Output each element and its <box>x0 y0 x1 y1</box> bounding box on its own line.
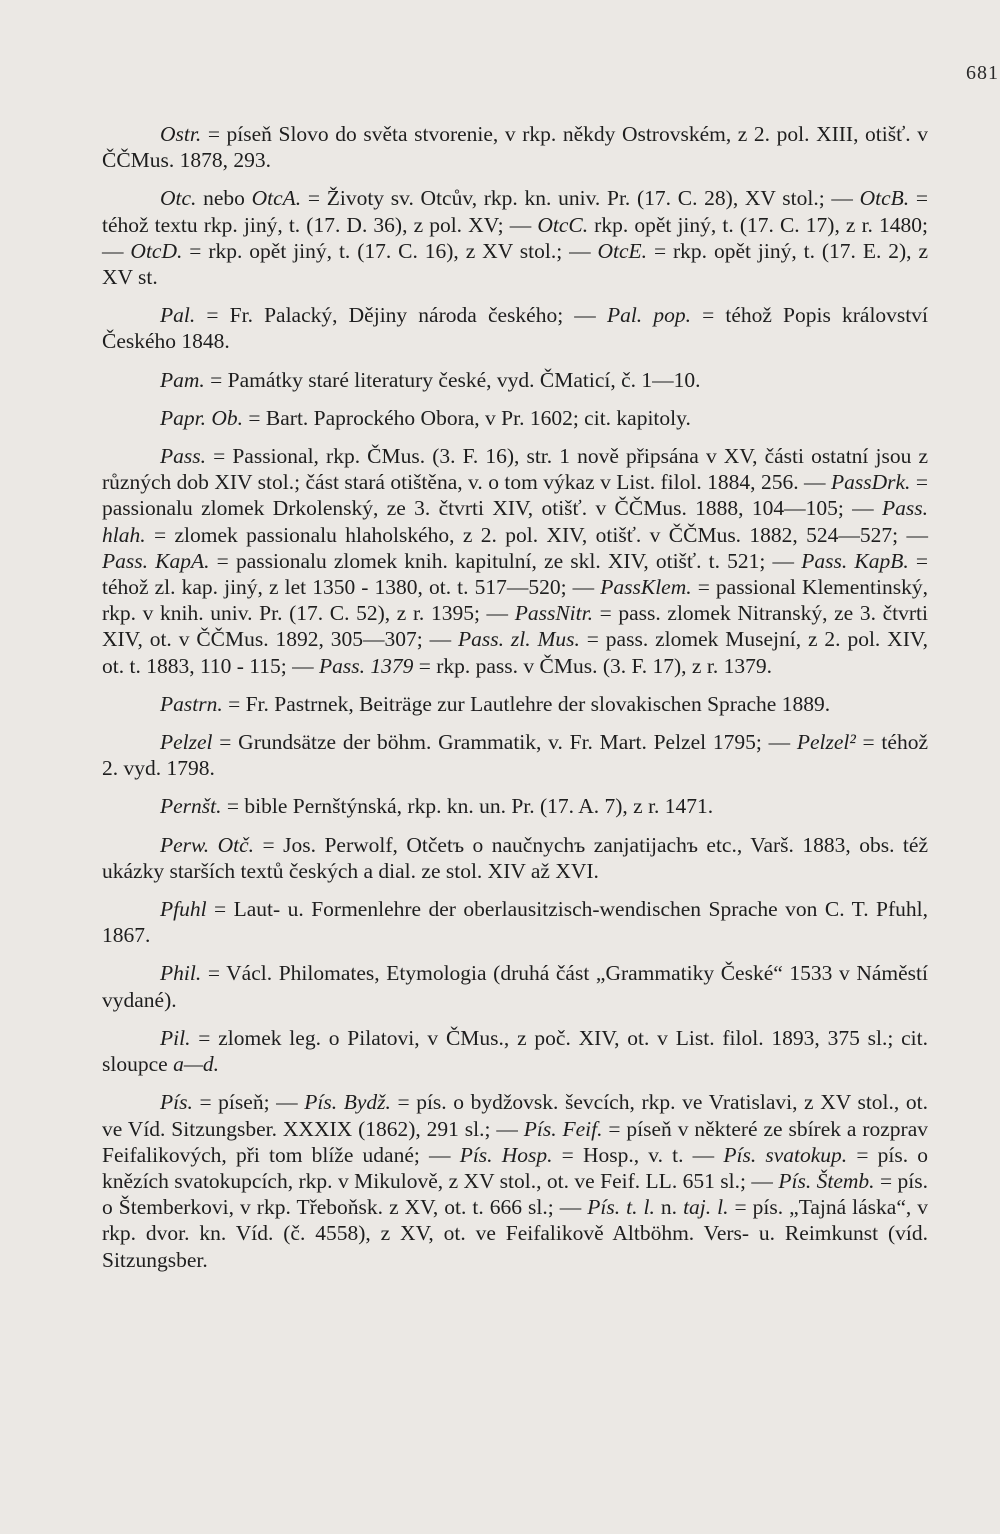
entry-text: rkp. opět jiný, t. (17. C. 17), z r. 1480; — <box>102 212 928 263</box>
entry-text: = passionalu zlomek knih. kapitulní, ze skl. XIV, otišť. t. 521; — <box>209 548 802 573</box>
abbreviation-term: PassDrk. <box>830 470 911 495</box>
abbreviation-entry <box>102 443 928 679</box>
entry-text: = Životy sv. Otcův, rkp. kn. univ. Pr. (17. C. 28), XV stol.; — <box>301 186 860 211</box>
entry-text: = passional Klementinský, rkp. v knih. univ. Pr. (17. C. 52), z r. 1395; — <box>102 575 928 626</box>
page-number: 681 <box>966 62 999 84</box>
entry-text: = téhož textu rkp. jiný, t. (17. D. 36), z pol. XV; — <box>102 186 928 237</box>
entry-text: = téhož zl. kap. jiný, z let 1350 - 1380, ot. t. 517—520; — <box>102 548 928 600</box>
entry-text: = téhož 2. vyd. 1798. <box>102 730 928 781</box>
abbreviation-term: Pal. pop. <box>606 303 691 328</box>
abbreviation-term: Pís. Bydž. <box>304 1090 391 1115</box>
abbreviation-term: Pastrn. <box>160 691 223 716</box>
abbreviation-entry <box>102 405 928 431</box>
entry-text: = píseň; — <box>192 1090 305 1115</box>
entry-text: = Památky staré literatury české, vyd. ČMaticí, č. 1—10. <box>204 367 701 392</box>
entry-text: = píseň v některé ze sbírek a rozprav Feifalikových, při tom blíže udané; — <box>102 1116 928 1167</box>
abbreviation-entry <box>102 729 928 781</box>
abbreviation-entry <box>102 960 928 1012</box>
entry-text: = Passional, rkp. ČMus. (3. F. 16), str. 1 nově připsána v XV, části ostatní jsou z různých dob XIV stol.; část stará otištěna, v. o tom výkaz v List. filol. 1884, 256. — <box>102 444 928 495</box>
abbreviation-term: Pal. <box>160 303 196 328</box>
abbreviation-term: Otc. <box>160 186 197 211</box>
entry-text: = rkp. opět jiný, t. (17. E. 2), z XV st. <box>102 238 928 290</box>
abbreviation-term: Pass. KapB. <box>801 548 909 573</box>
entry-text: = pass. zlomek Nitranský, ze 3. čtvrti XIV, ot. v ČČMus. 1892, 305—307; — <box>102 601 928 652</box>
entry-text: = Laut- u. Formenlehre der oberlausitzisch-wendischen Sprache von C. T. Pfuhl, 1867. <box>102 897 928 948</box>
abbreviation-term: Pil. <box>160 1025 191 1050</box>
abbreviation-entry <box>102 896 928 948</box>
entry-text: = Václ. Philomates, Etymologia (druhá část „Grammatiky České“ 1533 v Náměstí vydané). <box>102 961 928 1012</box>
entry-text: = Hosp., v. t. — <box>552 1142 724 1167</box>
entry-text: = bible Pernštýnská, rkp. kn. un. Pr. (17. A. 7), z r. 1471. <box>221 794 714 819</box>
abbreviation-term: Pass. KapA. <box>102 548 210 573</box>
abbreviation-term: taj. l. <box>683 1195 729 1220</box>
abbreviation-entry <box>102 121 928 173</box>
entry-text: = passionalu zlomek Drkolenský, ze 3. čtvrti XIV, otišť. v ČČMus. 1888, 104—105; — <box>102 470 928 521</box>
abbreviation-term: PassKlem. <box>600 575 692 600</box>
entry-text: = rkp. opět jiný, t. (17. C. 16), z XV stol.; — <box>182 238 598 263</box>
abbreviation-term: Pís. Feif. <box>523 1116 603 1141</box>
abbreviation-term: Pelzel² <box>796 730 856 755</box>
abbreviation-term: Pís. Hosp. <box>459 1142 553 1167</box>
abbreviation-entry <box>102 1025 928 1077</box>
abbreviation-term: Pís. <box>160 1090 193 1115</box>
entry-text: n. <box>654 1195 684 1220</box>
entry-text: = Fr. Pastrnek, Beiträge zur Lautlehre der slovakischen Sprache 1889. <box>222 691 831 716</box>
entry-text: = rkp. pass. v ČMus. (3. F. 17), z r. 1379. <box>413 653 772 678</box>
entry-text: = zlomek leg. o Pilatovi, v ČMus., z poč. XIV, ot. v List. filol. 1893, 375 sl.; cit. sloupce <box>102 1025 928 1077</box>
entry-text: = Jos. Perwolf, Otčetъ o naučnychъ zanjatijachъ etc., Varš. 1883, obs. též ukázky starších textů českých a dial. ze stol. XIV až XVI. <box>102 832 928 883</box>
abbreviation-term: Pass. 1379 <box>318 653 414 678</box>
abbreviation-term: Pfuhl <box>160 897 207 922</box>
entry-text: = pís. o knězích svatokupcích, rkp. v Mikulově, z XV stol., ot. ve Feif. LL. 651 sl.; — <box>102 1142 929 1193</box>
abbreviation-term: OtcC. <box>537 212 589 237</box>
abbreviation-term: Ostr. <box>160 122 202 146</box>
entry-text: nebo <box>196 186 252 211</box>
abbreviation-term: OtcB. <box>859 186 910 211</box>
abbreviation-entry <box>102 832 928 884</box>
abbreviation-term: a—d. <box>173 1052 220 1077</box>
abbreviation-term: Pís. Štemb. <box>778 1168 875 1193</box>
abbreviation-entry <box>102 185 928 290</box>
entry-text: = zlomek passionalu hlaholského, z 2. pol. XIV, otišť. v ČČMus. 1882, 524—527; — <box>145 522 928 547</box>
entry-text: = pís. „Tajná láska“, v rkp. dvor. kn. Víd. (č. 4558), z XV, ot. ve Feifalikově Altböhm. Vers- u. Reimkunst (víd. Sitzungsber. <box>102 1195 929 1272</box>
abbreviation-term: OtcA. <box>251 186 302 211</box>
abbreviation-term: Pernšt. <box>160 794 222 819</box>
abbreviation-term: OtcD. <box>130 238 183 263</box>
abbreviation-term: Pís. svatokup. <box>723 1142 848 1167</box>
abbreviation-term: Pelzel <box>160 730 213 755</box>
abbreviation-term: PassNitr. <box>514 601 593 626</box>
entry-text: = Grundsätze der böhm. Grammatik, v. Fr. Mart. Pelzel 1795; — <box>212 730 797 755</box>
abbreviation-entry <box>102 367 928 393</box>
entry-text: = pass. zlomek Musejní, z 2. pol. XIV, ot. t. 1883, 110 - 115; — <box>102 627 928 678</box>
abbreviation-term: OtcE. <box>597 238 648 263</box>
abbreviation-term: Pass. hlah. <box>102 496 928 547</box>
abbreviation-term: Papr. Ob. <box>160 405 244 430</box>
abbreviation-entry <box>102 691 928 717</box>
abbreviation-term: Pass. <box>160 444 206 469</box>
entry-text: = Bart. Paprockého Obora, v Pr. 1602; cit. kapitoly. <box>243 405 691 430</box>
abbreviation-term: Perw. Otč. <box>160 832 255 857</box>
abbreviation-entry <box>102 302 928 354</box>
entry-text: = téhož Popis království Českého 1848. <box>102 303 928 354</box>
abbreviation-term: Pam. <box>160 367 205 392</box>
entry-text: = pís. o bydžovsk. ševcích, rkp. ve Vratislavi, z XV stol., ot. ve Víd. Sitzungsber. XXXIX (1862), 291 sl.; — <box>102 1090 928 1141</box>
abbreviation-entry <box>102 793 928 819</box>
entry-text: = píseň Slovo do světa stvorenie, v rkp. někdy Ostrovském, z 2. pol. XIII, otišť. v ČČMus. 1878, 293. <box>102 122 928 173</box>
entry-text: = pís. o Štemberkovi, v rkp. Třeboňsk. z XV, ot. t. 666 sl.; — <box>102 1168 928 1220</box>
abbreviation-term: Pass. zl. Mus. <box>458 627 580 652</box>
abbreviation-list <box>102 121 928 1273</box>
entry-text: = Fr. Palacký, Dějiny národa českého; — <box>195 303 607 328</box>
abbreviation-term: Pís. t. l. <box>587 1195 655 1220</box>
abbreviation-term: Phil. <box>160 961 202 986</box>
abbreviation-entry <box>102 1089 928 1272</box>
